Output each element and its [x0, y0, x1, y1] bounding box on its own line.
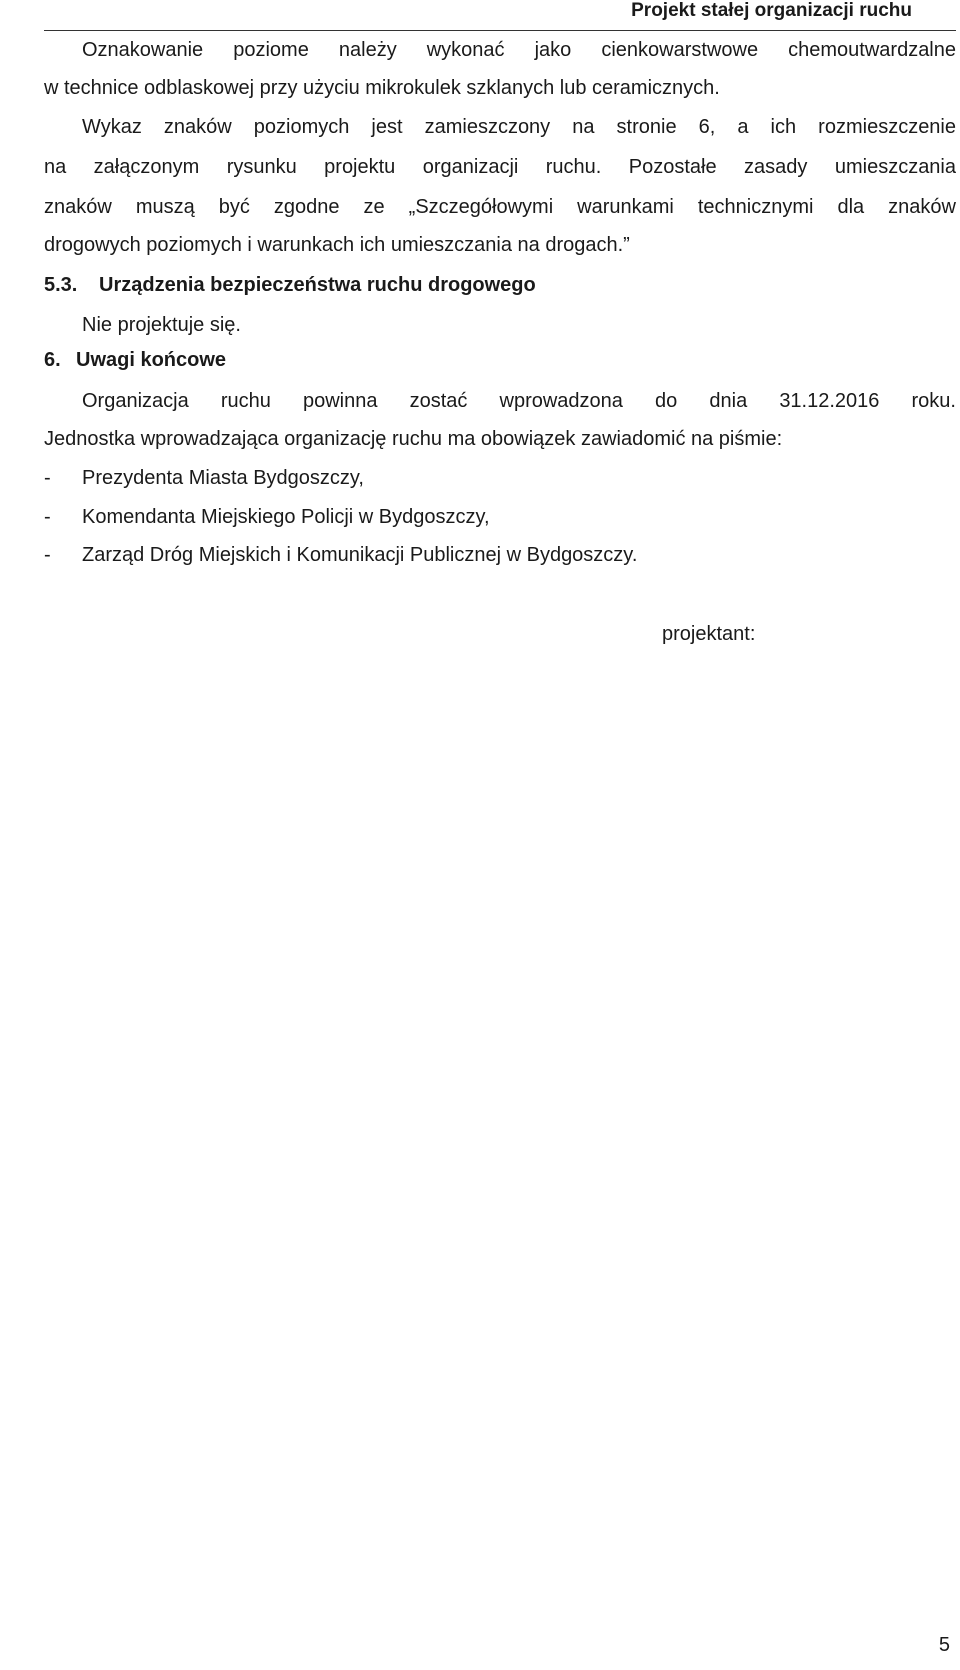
recipient-list-item — [44, 464, 956, 492]
para1-line-2: w technice odblaskowej przy użyciu mikrokulek szklanych lub ceramicznych. — [44, 77, 720, 99]
section-6-number: 6. — [44, 349, 61, 371]
recipient-text: Zarząd Dróg Miejskich i Komunikacji Publicznej w Bydgoszczy. — [82, 544, 638, 566]
signature-label: projektant: — [662, 623, 756, 645]
para2-line-3: znaków muszą być zgodne ze „Szczegółowymi warunkami technicznymi dla znaków — [44, 196, 956, 218]
section-6-title: Uwagi końcowe — [76, 349, 227, 371]
list-dash: - — [44, 506, 51, 528]
para2-line-1: Wykaz znaków poziomych jest zamieszczony na stronie 6, a ich rozmieszczenie — [82, 116, 956, 138]
list-dash: - — [44, 544, 51, 566]
recipient-list-item — [44, 541, 956, 569]
recipient-list-item — [44, 503, 956, 531]
header-rule — [44, 30, 956, 31]
recipient-text: Prezydenta Miasta Bydgoszczy, — [82, 467, 364, 489]
section-6-line-1: Organizacja ruchu powinna zostać wprowadzona do dnia 31.12.2016 roku. — [82, 390, 956, 412]
para2-line-4: drogowych poziomych i warunkach ich umieszczania na drogach.” — [44, 234, 630, 256]
page-header-title: Projekt stałej organizacji ruchu — [631, 0, 912, 21]
para1-line-1: Oznakowanie poziome należy wykonać jako cienkowarstwowe chemoutwardzalne — [82, 39, 956, 61]
section-5-3-title: Urządzenia bezpieczeństwa ruchu drogowego — [99, 274, 536, 296]
list-dash: - — [44, 467, 51, 489]
para2-line-2: na załączonym rysunku projektu organizacji ruchu. Pozostałe zasady umieszczania — [44, 156, 956, 178]
section-5-3-number: 5.3. — [44, 274, 78, 296]
section-6-heading — [44, 346, 956, 374]
section-5-3-text: Nie projektuje się. — [82, 314, 241, 336]
section-6-line-2: Jednostka wprowadzająca organizację ruchu ma obowiązek zawiadomić na piśmie: — [44, 428, 783, 450]
recipient-text: Komendanta Miejskiego Policji w Bydgoszczy, — [82, 506, 490, 528]
section-5-3-heading — [44, 271, 956, 299]
page-number: 5 — [938, 1634, 950, 1656]
